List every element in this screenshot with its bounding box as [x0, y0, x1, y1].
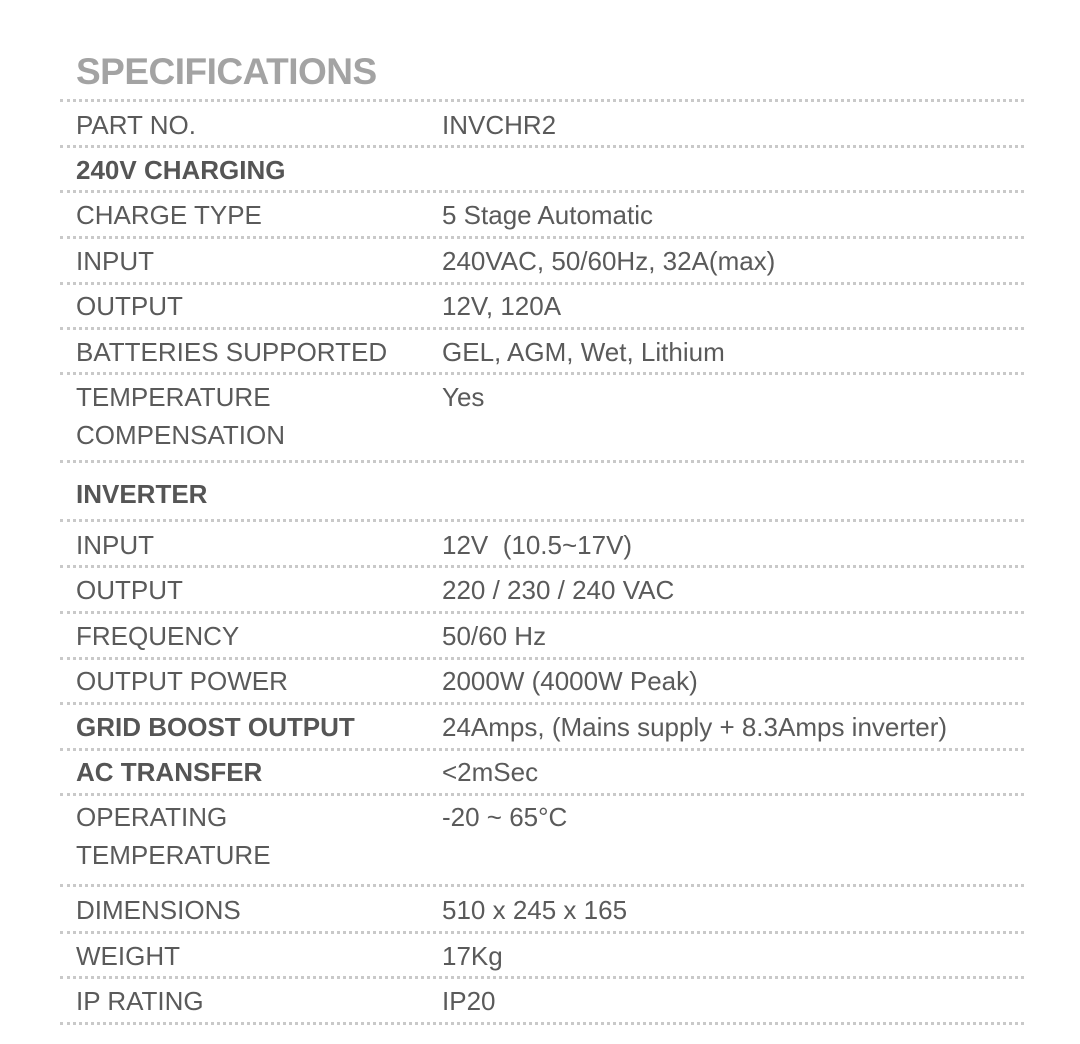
divider: [60, 190, 1024, 193]
spec-value: 12V (10.5~17V): [442, 530, 633, 560]
spec-label: OPERATING TEMPERATURE: [76, 802, 271, 870]
spec-label: BATTERIES SUPPORTED: [76, 337, 388, 367]
spec-value: 220 / 230 / 240 VAC: [442, 575, 675, 605]
spec-value: Yes: [442, 382, 485, 412]
divider: [60, 282, 1024, 285]
divider: [60, 99, 1024, 102]
spec-label: IP RATING: [76, 986, 204, 1016]
spec-value: 24Amps, (Mains supply + 8.3Amps inverter): [442, 712, 948, 742]
spec-value: 2000W (4000W Peak): [442, 666, 698, 696]
divider: [60, 702, 1024, 705]
spec-value: 17Kg: [442, 941, 503, 971]
divider: [60, 372, 1024, 375]
section-heading-label: 240V CHARGING: [76, 155, 286, 185]
spec-label: TEMPERATURE COMPENSATION: [76, 382, 285, 450]
divider: [60, 793, 1024, 796]
spec-label: FREQUENCY: [76, 621, 240, 651]
divider: [60, 931, 1024, 934]
spec-label: AC TRANSFER: [76, 757, 263, 787]
spec-value: GEL, AGM, Wet, Lithium: [442, 337, 725, 367]
spec-value: 510 x 245 x 165: [442, 895, 628, 925]
spec-value: 50/60 Hz: [442, 621, 547, 651]
spec-label: INPUT: [76, 530, 154, 560]
page-title: SPECIFICATIONS: [76, 51, 377, 92]
divider: [60, 976, 1024, 979]
divider: [60, 565, 1024, 568]
divider: [60, 236, 1024, 239]
divider: [60, 519, 1024, 522]
spec-label: OUTPUT: [76, 291, 183, 321]
spec-label: DIMENSIONS: [76, 895, 241, 925]
spec-label: WEIGHT: [76, 941, 180, 971]
spec-label: OUTPUT: [76, 575, 183, 605]
spec-value: <2mSec: [442, 757, 539, 787]
spec-label: INPUT: [76, 246, 154, 276]
spec-value: -20 ~ 65°C: [442, 802, 568, 832]
divider: [60, 748, 1024, 751]
divider: [60, 611, 1024, 614]
spec-value: 240VAC, 50/60Hz, 32A(max): [442, 246, 776, 276]
spec-label: CHARGE TYPE: [76, 200, 262, 230]
divider: [60, 1022, 1024, 1025]
divider: [60, 657, 1024, 660]
spec-value: 5 Stage Automatic: [442, 200, 654, 230]
section-heading-label: INVERTER: [76, 479, 208, 509]
spec-label: GRID BOOST OUTPUT: [76, 712, 355, 742]
spec-value: 12V, 120A: [442, 291, 562, 321]
spec-value: IP20: [442, 986, 496, 1016]
spec-label: PART NO.: [76, 110, 196, 140]
divider: [60, 327, 1024, 330]
divider: [60, 145, 1024, 148]
divider: [60, 884, 1024, 887]
divider: [60, 460, 1024, 463]
spec-value: INVCHR2: [442, 110, 557, 140]
spec-label: OUTPUT POWER: [76, 666, 288, 696]
